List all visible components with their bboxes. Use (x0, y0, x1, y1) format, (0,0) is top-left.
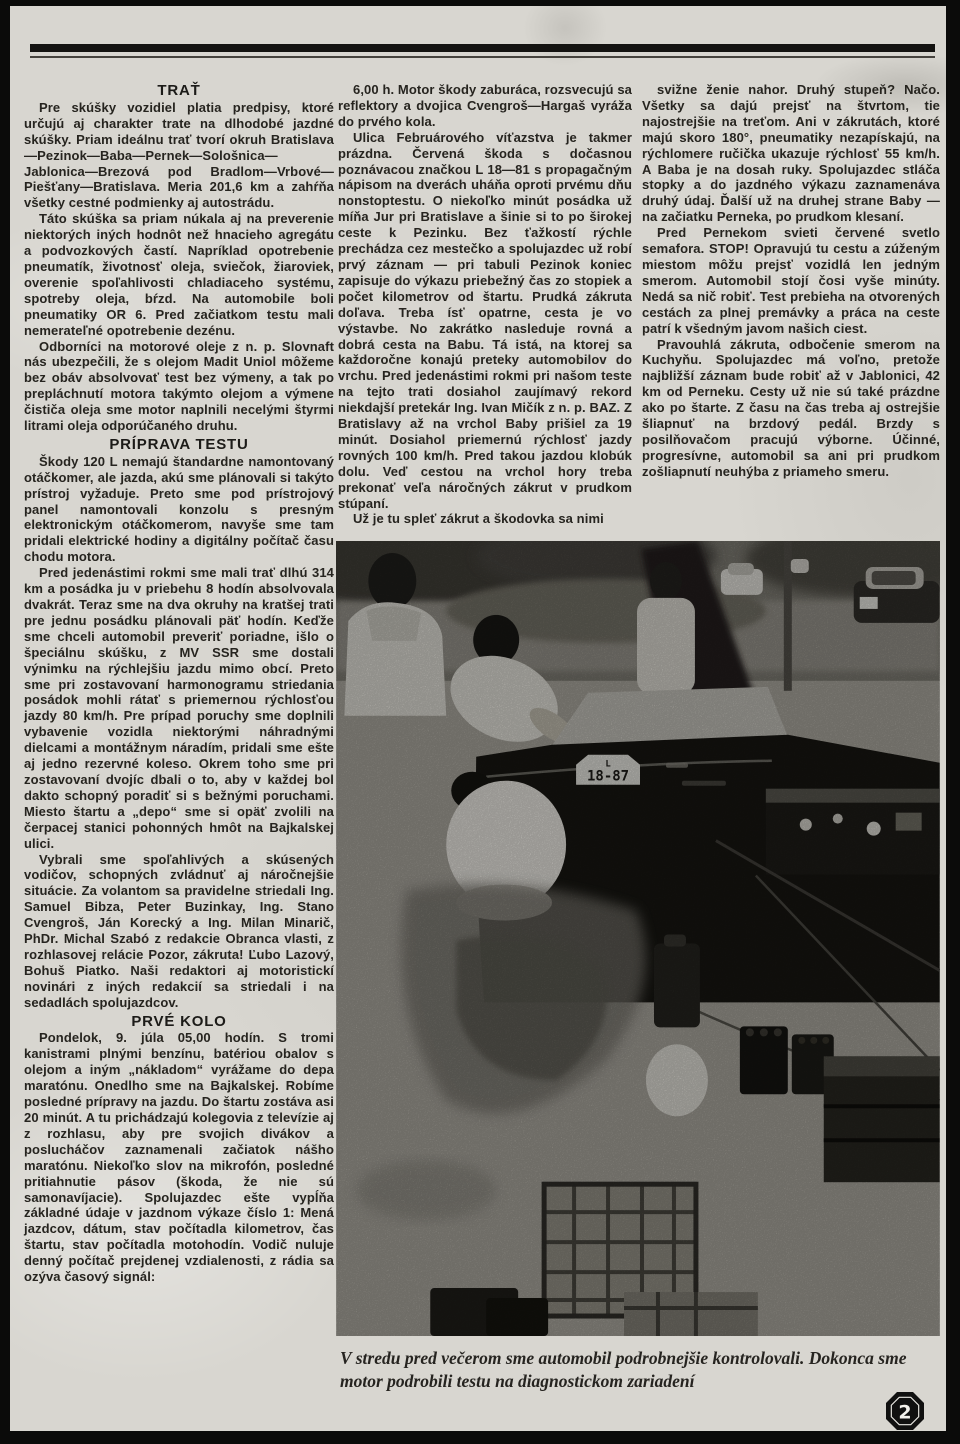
section-heading-prve-kolo: PRVÉ KOLO (131, 1012, 227, 1030)
paragraph: Ulica Februárového víťazstva je takmer prázdna. Červená škoda s dočasnou poznávacou značkou L 18—81 s propagačným nápisom na dverách uháňa oproti prvému dňu nonstoptestu. O niekoľko minút posádka už míňa Jur pri Bratislave a šinie si to po širokej ceste k Pezinku. Bez ťažkostí rýchle prechádza cez mestečko a spolujazdec už robí prvý záznam — pri tabuli Pezinok koniec zapisuje do výkazu priebežný čas zo stopiek a počet kilometrov od štartu. Prudká zákruta doľava. Treba ísť opatrne, cesta je vo výstavbe. No zakrátko nasleduje rovná a dobrá cesta na Babu. Tá istá, na ktorej sa každoročne konajú preteky automobilov do vrchu. Pred jedenástimi rokmi pri našom teste na tejto trati dosiahol zaujímavý rekord niekdajší pretekár Ing. Ivan Mičík z n. p. BAZ. Z Bratislavy až na vrchol Baby prišiel za 19 minút. Dosiahol priemernú rýchlosť jazdy rovných 100 km/h. Pred takou jazdou klobúk dolu. Veď cestou na vrchol hory treba prekonať veľa náročných zákrut v prudkom stúpaní. (338, 129, 632, 511)
article-column-2 (338, 82, 632, 527)
page-number: 2 (898, 1401, 912, 1424)
paragraph: Pondelok, 9. júla 05,00 hodín. S tromi kanistrami plnými benzínu, batériou obalov s olejom a iným „nákladom“ vyrážame do depa maratónu. Onedlho sme na Bajkalskej. Robíme posledné prípravy na jazdu. Do štartu zostáva asi 20 minút. A tu prichádzajú kolegovia z televízie aj z rozhlasu, aby pre svojich divákov a poslucháčov zaznamenali začiatok nášho maratónu. Niekoľko slov na mikrofón, posledné pritiahnutie pásov (škoda, že nie sú samonavíjacie). Spolujazdec ešte vypĺňa základné údaje v jazdnom výkaze číslo 1: Mená jazdcov, dátum, stav počítadla kilometrov, čas štartu, stav počítadla motohodín. Vodič nuluje denný počítač prejdenej vzdialenosti, z rádia sa ozýva časový signál: (24, 1030, 334, 1285)
photo-caption: V stredu pred večerom sme automobil podrobnejšie kontrolovali. Dokonca sme motor podrobili testu na diagnostickom zariadení (340, 1348, 907, 1391)
paragraph: 6,00 h. Motor škody zaburáca, rozsvecujú sa reflektory a dvojica Cvengroš—Hargaš vyráža do prvého kola. (338, 82, 632, 129)
section-heading-priprava-testu: PRÍPRAVA TESTU (109, 435, 249, 453)
article-column-1 (24, 80, 334, 1285)
paragraph: Už je tu spleť zákrut a škodovka sa nimi (353, 511, 604, 527)
photo-grain-overlay (336, 541, 939, 1336)
article-photo (336, 541, 940, 1336)
paragraph: Táto skúška sa priam núkala aj na preverenie niektorých iných hodnôt než hnacieho agregátu a podvozkových častí. Napríklad opotrebenie pneumatík, životnosť oleja, sviečok, žiaroviek, overenie spoľahlivosti chladiaceho systému, spotreby oleja, bŕzd. Na automobile boli pneumatiky OR 6. Pred začiatkom testu mali nemerateľné opotrebenie dezénu. (24, 211, 334, 338)
paragraph: Pred jedenástimi rokmi sme mali trať dlhú 314 km a posádka ju v priebehu 8 hodín absolvovala dvakrát. Teraz sme na dva okruhy na kratšej trati pre jednu posádku plánovali päť hodín. Keďže sme chceli automobil preveriť poriadne, išlo o špeciálnu skúšku, z MV SSR sme dostali výnimku na rýchlejšiu jazdu mimo obcí. Preto sme pri zostavovaní harmonogramu striedania posádok mohli rátať s priemernou rýchlosťou jazdy 80 km/h. Pre prípad poruchy sme doplnili vybavenie vozidla niektorými náhradnými dielcami a montážnym náradím, pridali sme ešte aj jedno rezervné koleso. Okrem toho sme pri zostavovaní dvojíc dbali o to, aby v každej bol dakto schopný poradiť si s bežnými poruchami. Miesto štartu a „depo“ sme si opäť zvolili na čerpacej stanici pohonných hmôt na Bajkalskej ulici. (24, 565, 334, 851)
paragraph: Pred Pernekom svieti červené svetlo semafora. STOP! Opravujú tu cestu a zúženým miestom môžu prejsť vozidlá len jedným smerom. Automobil stojí čosi vyše minúty. Nedá sa nič robiť. Test prebieha na otvorených cestách za plnej premávky a práca na ceste patrí k všedným javom našich ciest. (642, 225, 940, 336)
paragraph: Odborníci na motorové oleje z n. p. Slovnaft nás ubezpečili, že s olejom Madit Uniol môžeme bez obáv absolvovať test bez výmeny, a tak po prepláchnutí motora takýmto olejom a výmene čističa oleja sme motor naplnili necelými štyrmi litrami oleja odporúčaného druhu. (24, 338, 334, 434)
page-frame-bottom (0, 1431, 960, 1444)
page-number-badge (884, 1390, 926, 1432)
section-heading-trat: TRAŤ (157, 82, 201, 99)
page-frame-left (0, 0, 10, 1444)
article-column-3 (642, 82, 940, 480)
paragraph: Pravouhlá zákruta, odbočenie smerom na Kuchyňu. Spolujazdec má voľno, pretože najbližší záznam bude robiť až v Jablonici, 42 km od Perneku. Cesty už nie sú také prázdne ako po štarte. Z času na čas treba aj ostrejšie šliapnuť na brzdový pedál. Brzdy s posilňovačom pracujú výborne. Účinné, progresívne, automobil sa ani pri prudkom zošliapnutí neuhýba z priameho smeru. (642, 336, 940, 479)
page-frame-top (0, 0, 960, 6)
paragraph: Škody 120 L nemajú štandardne namontovaný otáčkomer, ale jazda, akú sme plánovali si takýto prístroj vyžaduje. Preto sme pod prístrojový panel namontovali konzolu s presným elektronickým otáčkomerom, navyše sme tam pridali elektrické hodiny a digitálny počítač času chodu motora. (24, 453, 334, 565)
license-plate-number: 18-87 (587, 768, 630, 785)
header-rule-thick (30, 44, 935, 52)
paragraph: Vybrali sme spoľahlivých a skúsených vodičov, schopných zvládnuť aj náročnejšie situácie. Za volantom sa pravidelne striedali Ing. Samuel Bibza, Peter Buzinkay, Ing. Stano Cvengroš, Ján Korecký a Ing. Milan Minarič, PhDr. Michal Szabó z redakcie Obranca vlasti, z rozhlasovej relácie Pozor, zákruta! Ľubo Lazový, Bohuš Piatko. Naši redaktori aj motoristickí novinári z iných redakcií sa striedali i na sedadlách spolujazdcov. (24, 851, 334, 1010)
paragraph: Pre skúšky vozidiel platia predpisy, ktoré určujú aj charakter trate na dlhodobé jazdné skúšky. Priam ideálnu trať tvorí okruh Bratislava—Pezinok—Baba—Pernek—Sološnica—Jablonica—Brezová pod Bradlom—Vrbové—Piešťany—Bratislava. Meria 201,6 km a zahŕňa všetky cestné podmienky aj autostrádu. (24, 99, 334, 211)
paragraph: svižne ženie nahor. Druhý stupeň? Načo. Všetky sa dajú prejsť na štvrtom, tie najostrejšie na treťom. Ani v zákrutách, ktoré majú skoro 180°, pneumatiky nezapískajú, na rýchlomere ručička ukazuje rýchlosť 55 km/h. A Baba je na dosah ruky. Spolujazdec stláča stopky a do jazdného výkazu zaznamenáva druhý údaj. Ďalší už na druhej strane Baby — na začiatku Perneka, po prudkom klesaní. (642, 82, 940, 225)
license-plate-region: L (605, 759, 611, 770)
header-rule-thin (30, 56, 935, 58)
page-frame-right (946, 0, 960, 1444)
